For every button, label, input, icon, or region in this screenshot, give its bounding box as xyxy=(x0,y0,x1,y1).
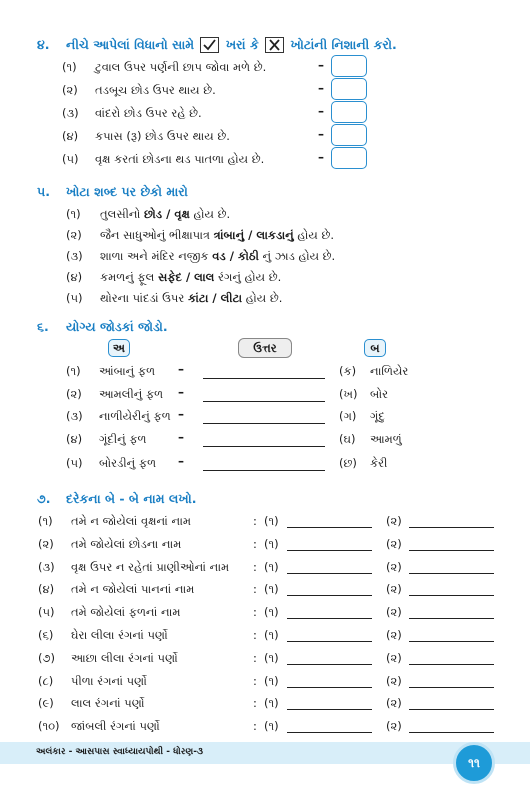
left-item-number: (૪) xyxy=(66,432,83,446)
colon: : xyxy=(253,650,257,665)
slot-1-label: (૧) xyxy=(264,582,279,597)
slot-1-label: (૧) xyxy=(264,559,279,574)
section-7-number: ૭. xyxy=(37,491,51,506)
right-item-number: (છ) xyxy=(339,456,357,470)
right-item-text: નાળિયેર xyxy=(370,364,409,378)
sentence xyxy=(100,291,282,306)
right-item-text: બોર xyxy=(370,387,389,401)
answer-line-2[interactable] xyxy=(409,663,494,665)
dash: – xyxy=(178,407,184,421)
sentence-start: થોરના પાંદડાં ઉપર xyxy=(100,291,188,305)
slot-2-label: (૨) xyxy=(386,514,402,528)
answer-box[interactable] xyxy=(331,55,367,77)
slot-1-label: (૧) xyxy=(264,719,279,734)
word-choice[interactable]: છોડ / વૃક્ષ xyxy=(144,207,190,221)
question-number: (૫) xyxy=(38,605,55,620)
word-choice[interactable]: સફેદ / લાલ xyxy=(158,270,215,284)
statement-text: વાંદરો છોડ ઉપર રહે છે. xyxy=(95,106,202,120)
colon: : xyxy=(253,536,257,551)
colon: : xyxy=(253,582,257,597)
answer-column-header: ઉત્તર xyxy=(238,338,292,358)
sentence-number: (૪) xyxy=(66,270,83,284)
slot-2-label: (૨) xyxy=(386,536,402,551)
sentence-start: જૈન સાધુઓનું ભીક્ષાપાત્ર xyxy=(100,228,214,242)
dash: – xyxy=(318,150,324,164)
left-item-text: બોરડીનું ફળ xyxy=(99,456,157,470)
statement-number: (૨) xyxy=(62,83,78,97)
left-item-number: (૫) xyxy=(66,456,83,470)
right-item-text: કેરી xyxy=(370,456,388,470)
slot-2-label: (૨) xyxy=(386,628,402,642)
slot-1-label: (૧) xyxy=(264,628,279,642)
answer-line-1[interactable] xyxy=(287,617,372,619)
section-6-number: ૬. xyxy=(37,319,49,334)
section-4-title-part1: નીચે આપેલાં વિધાનો સામે xyxy=(66,37,195,52)
left-item-text: ગૂંદીનું ફળ xyxy=(99,432,147,446)
right-item-number: (ક) xyxy=(339,364,357,378)
right-item-text: આમળું xyxy=(370,432,402,446)
answer-line-2[interactable] xyxy=(409,708,494,710)
right-item-number: (ઘ) xyxy=(339,432,356,446)
answer-line-1[interactable] xyxy=(287,708,372,710)
dash: – xyxy=(318,58,324,72)
statement-text: તડબૂચ છોડ ઉપર થાય છે. xyxy=(95,83,216,97)
slot-1-label: (૧) xyxy=(264,673,279,688)
check-mark-icon xyxy=(200,37,219,53)
section-4-title-part2: ખરાં કે xyxy=(225,37,259,52)
colon: : xyxy=(253,696,257,711)
sentence-end: હોય છે. xyxy=(242,291,283,305)
answer-line-1[interactable] xyxy=(287,731,372,733)
answer-line-2[interactable] xyxy=(409,594,494,596)
sentence-end: હોય છે. xyxy=(189,207,231,221)
colon: : xyxy=(253,559,257,574)
slot-2-label: (૨) xyxy=(386,673,402,688)
footer-title: અલંકાર - આસપાસ સ્વાધ્યાયપોથી - ધોરણ-૩ xyxy=(36,747,203,757)
question-number: (૧) xyxy=(38,514,53,528)
left-item-text: આંબાનું ફળ xyxy=(99,364,156,378)
answer-line-2[interactable] xyxy=(409,549,494,551)
dash: – xyxy=(318,104,324,118)
section-5-title: ખોટા શબ્દ પર છેકો મારો xyxy=(66,184,188,199)
slot-1-label: (૧) xyxy=(264,605,279,620)
question-text: તમે ન જોયેલાં વૃક્ષનાં નામ xyxy=(71,514,192,528)
slot-2-label: (૨) xyxy=(386,582,402,597)
answer-line-2[interactable] xyxy=(409,731,494,733)
sentence-start: કમળનું ફૂલ xyxy=(100,270,158,284)
slot-1-label: (૧) xyxy=(264,536,279,551)
left-item-number: (૩) xyxy=(66,409,83,423)
answer-line[interactable] xyxy=(203,422,325,424)
question-number: (૮) xyxy=(38,673,54,688)
answer-line[interactable] xyxy=(203,469,325,471)
question-number: (૯) xyxy=(38,696,54,711)
sentence-number: (૩) xyxy=(66,249,83,263)
footer-bar xyxy=(0,742,530,764)
dash: – xyxy=(318,81,324,95)
sentence-end: હોય છે. xyxy=(293,228,335,242)
answer-line-2[interactable] xyxy=(409,572,494,574)
answer-box[interactable] xyxy=(331,124,367,146)
answer-line-1[interactable] xyxy=(287,640,372,642)
slot-2-label: (૨) xyxy=(386,559,402,574)
question-number: (૬) xyxy=(38,628,54,642)
statement-number: (૩) xyxy=(62,106,79,120)
section-4-title-part3: ખોટાંની નિશાની કરો. xyxy=(290,37,397,52)
page-number: ૧૧ xyxy=(453,742,495,784)
question-text: વૃક્ષ ઉપર ન રહેતાં પ્રાણીઓનાં નામ xyxy=(71,559,230,574)
section-4-number: ૪. xyxy=(37,37,50,52)
section-5-number: ૫. xyxy=(37,184,50,199)
slot-1-label: (૧) xyxy=(264,514,279,528)
question-text: આછા લીલા રંગનાં પર્ણો xyxy=(71,650,178,665)
word-choice[interactable]: ત્રાંબાનું / લાકડાનું xyxy=(213,228,294,242)
right-item-number: (ખ) xyxy=(339,387,358,401)
question-text: ઘેરા લીલા રંગનાં પર્ણો xyxy=(71,628,168,642)
slot-2-label: (૨) xyxy=(386,650,402,665)
answer-line-2[interactable] xyxy=(409,686,494,688)
colon: : xyxy=(253,605,257,620)
slot-2-label: (૨) xyxy=(386,696,402,711)
dash: – xyxy=(178,362,184,376)
question-text: પીળા રંગનાં પર્ણો xyxy=(71,673,147,688)
answer-line[interactable] xyxy=(203,445,325,447)
question-number: (૧૦) xyxy=(38,719,60,734)
answer-box[interactable] xyxy=(331,78,367,100)
answer-box[interactable] xyxy=(331,101,367,123)
right-item-text: ગૂંદુ xyxy=(370,409,385,423)
statement-text: ટુવાલ ઉપર પર્ણની છાપ જોવા મળે છે. xyxy=(95,60,267,74)
left-item-text: આમલીનું ફળ xyxy=(99,387,164,401)
column-b-header: બ xyxy=(364,339,386,357)
sentence xyxy=(100,228,334,243)
column-a-header: અ xyxy=(108,339,130,357)
section-4-title xyxy=(66,37,397,53)
sentence-number: (૨) xyxy=(66,228,82,242)
statement-text: કપાસ (રૂ) છોડ ઉપર થાય છે. xyxy=(95,129,230,143)
dash: – xyxy=(178,454,184,468)
slot-1-label: (૧) xyxy=(264,696,279,711)
question-text: તમે જોયેલાં ફળનાં નામ xyxy=(71,605,181,620)
question-text: લાલ રંગનાં પર્ણો xyxy=(71,696,145,711)
answer-line[interactable] xyxy=(203,400,325,402)
right-item-number: (ગ) xyxy=(339,409,357,423)
question-text: તમે જોયેલાં છોડના નામ xyxy=(71,536,182,551)
section-7-title: દરેકના બે - બે નામ લખો. xyxy=(66,491,197,506)
dash: – xyxy=(178,385,184,399)
statement-text: વૃક્ષ કરતાં છોડના થડ પાતળા હોય છે. xyxy=(95,152,265,166)
sentence xyxy=(100,270,281,285)
answer-line[interactable] xyxy=(203,377,325,379)
sentence xyxy=(100,249,335,264)
answer-line-2[interactable] xyxy=(409,640,494,642)
cross-mark-icon xyxy=(265,37,284,53)
answer-line-1[interactable] xyxy=(287,526,372,528)
answer-line-2[interactable] xyxy=(409,617,494,619)
sentence-start: તુલસીનો xyxy=(100,207,145,221)
slot-2-label: (૨) xyxy=(386,719,402,734)
left-item-text: નાળીયેરીનું ફળ xyxy=(99,409,171,423)
statement-number: (૪) xyxy=(62,129,79,143)
question-number: (૭) xyxy=(38,650,55,665)
sentence-number: (૫) xyxy=(66,291,83,305)
question-number: (૩) xyxy=(38,559,55,574)
sentence-number: (૧) xyxy=(66,207,81,221)
answer-line-1[interactable] xyxy=(287,686,372,688)
sentence-end: રંગનું હોય છે. xyxy=(214,270,282,284)
section-6-title: યોગ્ય જોડકાં જોડો. xyxy=(66,319,168,334)
dash: – xyxy=(318,127,324,141)
sentence-start: શાળા અને મંદિર નજીક xyxy=(100,249,213,263)
colon: : xyxy=(253,514,257,528)
slot-2-label: (૨) xyxy=(386,605,402,620)
sentence xyxy=(100,207,230,222)
answer-line-1[interactable] xyxy=(287,549,372,551)
slot-1-label: (૧) xyxy=(264,650,279,665)
answer-box[interactable] xyxy=(331,147,367,169)
question-text: જાંબલી રંગનાં પર્ણો xyxy=(71,719,160,734)
left-item-number: (૧) xyxy=(66,364,81,378)
word-choice[interactable]: કાંટા / લીટા xyxy=(187,291,243,305)
statement-number: (૫) xyxy=(62,152,79,166)
answer-line-2[interactable] xyxy=(409,526,494,528)
dash: – xyxy=(178,430,184,444)
statement-number: (૧) xyxy=(62,60,77,74)
answer-line-1[interactable] xyxy=(287,663,372,665)
left-item-number: (૨) xyxy=(66,387,82,401)
answer-line-1[interactable] xyxy=(287,594,372,596)
word-choice[interactable]: વડ / કોઠી xyxy=(212,249,259,263)
question-number: (૪) xyxy=(38,582,55,597)
answer-line-1[interactable] xyxy=(287,572,372,574)
question-text: તમે ન જોયેલાં પાનનાં નામ xyxy=(71,582,195,597)
colon: : xyxy=(253,628,257,642)
colon: : xyxy=(253,719,257,734)
colon: : xyxy=(253,673,257,688)
question-number: (૨) xyxy=(38,536,54,551)
sentence-end: નું ઝાડ હોય છે. xyxy=(258,249,336,263)
